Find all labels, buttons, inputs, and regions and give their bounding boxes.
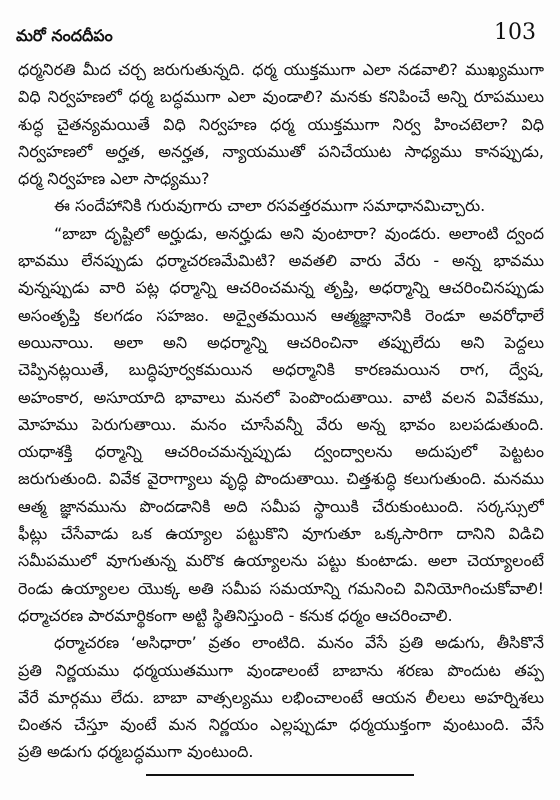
text-line: అయినాయి. అలా అని అధర్మాన్ని ఆచరించినా తప్పులేదు అని పెద్దలు: [18, 332, 544, 352]
text-line: జరుగుతుంది. వివేక వైరాగ్యాలు వృద్ధి పొందుతాయి. చిత్తశుద్ధి కలుగుతుంది. మనము: [18, 469, 544, 489]
text-line: వున్నప్పుడు వారి పట్ల ధర్మాన్ని ఆచరించమన్న తృప్తి, అధర్మాన్ని ఆచరించినప్పుడు: [18, 278, 544, 298]
text-line: ఆత్మ జ్ఞానమును పొందడానికి అది సమీప స్థాయికి చేరుకుంటుంది. సర్కస్సులో: [18, 496, 544, 516]
text-line: ఈ సందేహానికి గురువుగారు చాలా రసవత్తరముగా సమాధానమిచ్చారు.: [54, 196, 486, 216]
text-line: రెండు ఉయ్యాలల యొక్క అతి సమీప సమయాన్ని గమనించి వినియోగించుకోవాలి!: [18, 578, 544, 598]
text-line: చింతన చేస్తూ వుంటే మన నిర్ణయం ఎల్లప్పుడూ ధర్మయుక్తంగా వుంటుంది. వేసే: [18, 715, 544, 735]
text-line: సమీపములో వూగుతున్న మరొక ఉయ్యాలను పట్టు కుంటాడు. అలా చెయ్యాలంటే: [18, 551, 544, 571]
text-line: అహంకార, అసూయాది భావాలు మనలో పెంపొందుతాయి. వాటి వలన వివేకము,: [18, 387, 544, 407]
paragraph: [18, 629, 544, 765]
text-line: ప్రతి అడుగు ధర్మబద్ధముగా వుంటుంది.: [18, 742, 254, 762]
page-number: 103: [494, 20, 536, 45]
book-title: మరో నందదీపం: [16, 26, 113, 45]
text-line: ధర్మనిరతి మీద చర్చ జరుగుతున్నది. ధర్మ యుక్తముగా ఎలా నడవాలి? ముఖ్యముగా: [18, 60, 544, 79]
text-line: ప్రతి నిర్ణయము ధర్మయుతముగా వుండాలంటే బాబాను శరణు పొందుట తప్ప: [18, 660, 544, 680]
text-line: వేరే మార్గము లేదు. బాబా వాత్సల్యము లభించాలంటే ఆయన లీలలు అహర్నిశలు: [18, 687, 544, 707]
text-line: “బాబా దృష్టిలో అర్హుడు, అనర్హుడు అని వుంటారా? వుండరు. అలాంటి ద్వంద: [54, 223, 544, 243]
paragraph: [18, 192, 544, 219]
text-line: ధర్మాచరణ ‘అసిధారా’ వ్రతం లాంటిది. మనం వేసే ప్రతి అడుగు, తీసికొనే: [54, 633, 544, 653]
text-line: చెప్పినట్లయితే, బుద్ధిపూర్వకమయిన అధర్మానికి కారణమయిన రాగ, ద్వేష,: [18, 360, 544, 380]
text-line: శుద్ధ చైతన్యమయితే విధి నిర్వహణ ధర్మ యుక్తముగా నిర్వ హించటెలా? విధి: [18, 114, 544, 134]
text-line: నిర్వహణలో అర్హత, అనర్హత, న్యాయముతో పనిచేయుట సాధ్యము కానప్పుడు,: [18, 141, 544, 161]
body-text: [18, 56, 544, 766]
section-end-rule: [146, 774, 414, 776]
running-head: [16, 20, 544, 54]
paragraph: [18, 220, 544, 629]
text-line: ధర్మ నిర్వహణ ఎలా సాధ్యము?: [18, 169, 210, 189]
text-line: ధర్మాచరణ పారమార్థికంగా అట్టి స్థితినిస్తుంది - కనుక ధర్మం ఆచరించాలి.: [18, 605, 453, 625]
text-line: ఫీట్లు చేసేవాడు ఒక ఉయ్యాల పట్టుకొని వూగుతూ ఒక్కసారిగా దానిని విడిచి: [18, 524, 544, 544]
text-line: విధి నిర్వహణలో ధర్మ బద్ధముగా ఎలా వుండాలి? మనకు కనిపించే అన్ని రూపములు: [18, 87, 544, 107]
text-line: యధాశక్తి ధర్మాన్ని ఆచరించమన్నప్పుడు ద్వంద్వాలను అదుపులో పెట్టటం: [18, 442, 544, 462]
paragraph: [18, 56, 544, 192]
text-line: అసంతృప్తి కలగడం సహజం. అద్వైతమయిన ఆత్మజ్ఞానానికి రెండూ అవరోధాలే: [18, 305, 544, 325]
text-line: మోహము పెరుగుతాయి. మనం చూసేవన్నీ వేరు అన్న భావం బలపడుతుంది.: [18, 414, 544, 434]
text-line: భావము లేనప్పుడు ధర్మాచరణమేమిటి? అవతలి వారు వేరు - అన్న భావము: [18, 251, 544, 271]
